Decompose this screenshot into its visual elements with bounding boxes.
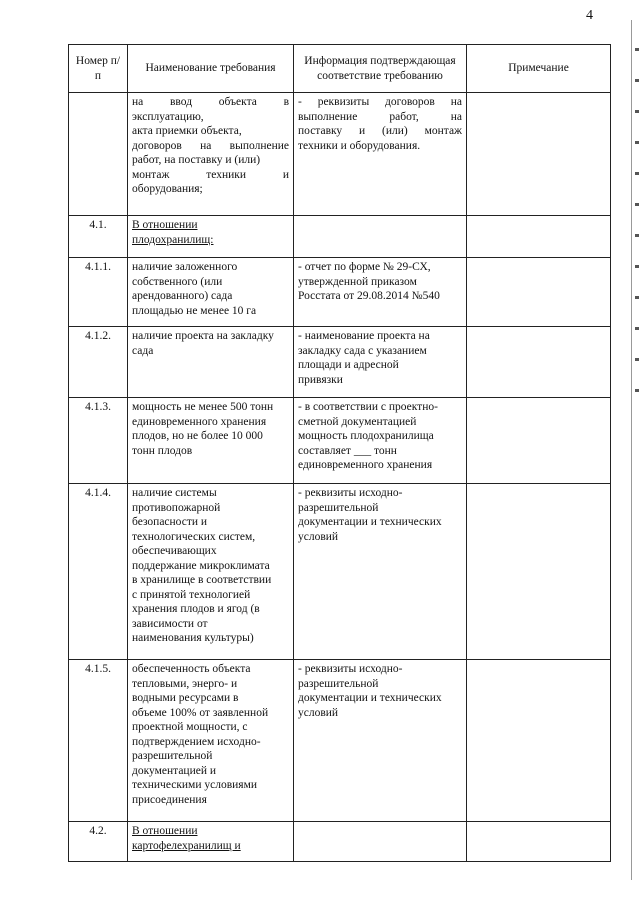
row-info: - реквизиты исходно- разрешительной документации и технических условий — [294, 660, 467, 822]
row-info: - в соответствии с проектно- сметной документацией мощность плодохранилища составляет ___ тонн единовременного хранения — [294, 398, 467, 484]
row-num: 4.1. — [69, 216, 128, 258]
row-num: 4.1.2. — [69, 327, 128, 398]
continuation-row — [69, 93, 611, 216]
header-info: Информация подтверждающая соответствие требованию — [294, 45, 467, 93]
row-note — [467, 398, 611, 484]
row-info — [294, 216, 467, 258]
row-requirement: наличие проекта на закладку сада — [128, 327, 294, 398]
row-note — [467, 484, 611, 660]
row-info: - наименование проекта на закладку сада с указанием площади и адресной привязки — [294, 327, 467, 398]
row-num: 4.1.3. — [69, 398, 128, 484]
continuation-num — [69, 93, 128, 216]
section-title: В отношении плодохранилищ: — [128, 216, 294, 258]
row-num: 4.2. — [69, 822, 128, 862]
scan-edge — [631, 20, 640, 880]
table-row — [69, 398, 611, 484]
table-row — [69, 327, 611, 398]
continuation-info: - реквизиты договоров на выполнение работ, на поставку и (или) монтаж техники и оборудования. — [294, 93, 467, 216]
row-note — [467, 216, 611, 258]
page-number: 4 — [586, 8, 593, 23]
continuation-requirement: на ввод объекта в эксплуатацию, акта приемки объекта, договоров на выполнение работ, на поставку и (или) монтаж техники и оборудования; — [128, 93, 294, 216]
row-note — [467, 822, 611, 862]
row-requirement: наличие системы противопожарной безопасности и технологических систем, обеспечивающих поддержание микроклимата в хранилище в соответствии с принятой технологией хранения плодов и ягод (в зависимости от наименования культуры) — [128, 484, 294, 660]
continuation-note — [467, 93, 611, 216]
row-note — [467, 258, 611, 327]
table-row — [69, 660, 611, 822]
row-info — [294, 822, 467, 862]
row-note — [467, 327, 611, 398]
table-row — [69, 822, 611, 862]
header-row — [69, 45, 611, 93]
row-note — [467, 660, 611, 822]
header-num: Номер п/п — [69, 45, 128, 93]
section-title: В отношении картофелехранилищ и — [128, 822, 294, 862]
row-num: 4.1.4. — [69, 484, 128, 660]
header-note: Примечание — [467, 45, 611, 93]
row-requirement: мощность не менее 500 тонн единовременного хранения плодов, но не более 10 000 тонн плодов — [128, 398, 294, 484]
requirements-table — [68, 44, 611, 862]
table-row — [69, 216, 611, 258]
row-num: 4.1.5. — [69, 660, 128, 822]
header-requirement: Наименование требования — [128, 45, 294, 93]
row-info: - реквизиты исходно- разрешительной документации и технических условий — [294, 484, 467, 660]
table-row — [69, 258, 611, 327]
row-num: 4.1.1. — [69, 258, 128, 327]
row-requirement: обеспеченность объекта тепловыми, энерго- и водными ресурсами в объеме 100% от заявленной проектной мощности, с подтверждением исходно- разрешительной документацией и техническими условиями присоединения — [128, 660, 294, 822]
row-info: - отчет по форме № 29-СХ, утвержденной приказом Росстата от 29.08.2014 №540 — [294, 258, 467, 327]
table-row — [69, 484, 611, 660]
row-requirement: наличие заложенного собственного (или арендованного) сада площадью не менее 10 га — [128, 258, 294, 327]
